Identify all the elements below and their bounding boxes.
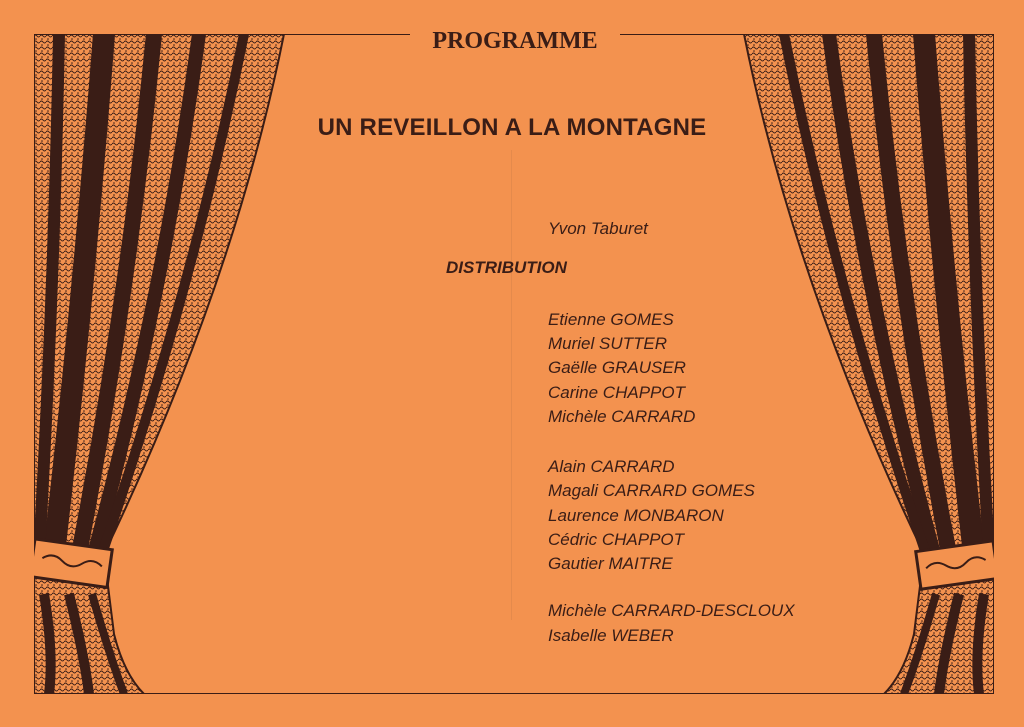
programme-header: PROGRAMME — [410, 24, 620, 58]
actor-name: Carine CHAPPOT — [548, 383, 685, 402]
actor-name: Alain CARRARD — [548, 457, 675, 476]
distribution-heading-row — [0, 257, 1024, 279]
actor-name: Gaëlle GRAUSER — [548, 358, 686, 377]
actor-name: Magali CARRARD GOMES — [548, 481, 755, 500]
distribution-heading: DISTRIBUTION — [446, 258, 567, 277]
center-fold — [511, 150, 512, 620]
credit-value: Isabelle WEBER — [548, 626, 674, 645]
actor-name: Laurence MONBARON — [548, 506, 724, 525]
author-value: Yvon Taburet — [548, 219, 648, 238]
credit-value: Michèle CARRARD-DESCLOUX — [548, 601, 795, 620]
actor-name: Etienne GOMES — [548, 310, 674, 329]
play-title: UN REVEILLON A LA MONTAGNE — [317, 114, 707, 141]
actor-name: Michèle CARRARD — [548, 407, 696, 426]
actor-name: Gautier MAITRE — [548, 554, 673, 573]
actor-name: Muriel SUTTER — [548, 334, 668, 353]
actor-name: Cédric CHAPPOT — [548, 530, 685, 549]
